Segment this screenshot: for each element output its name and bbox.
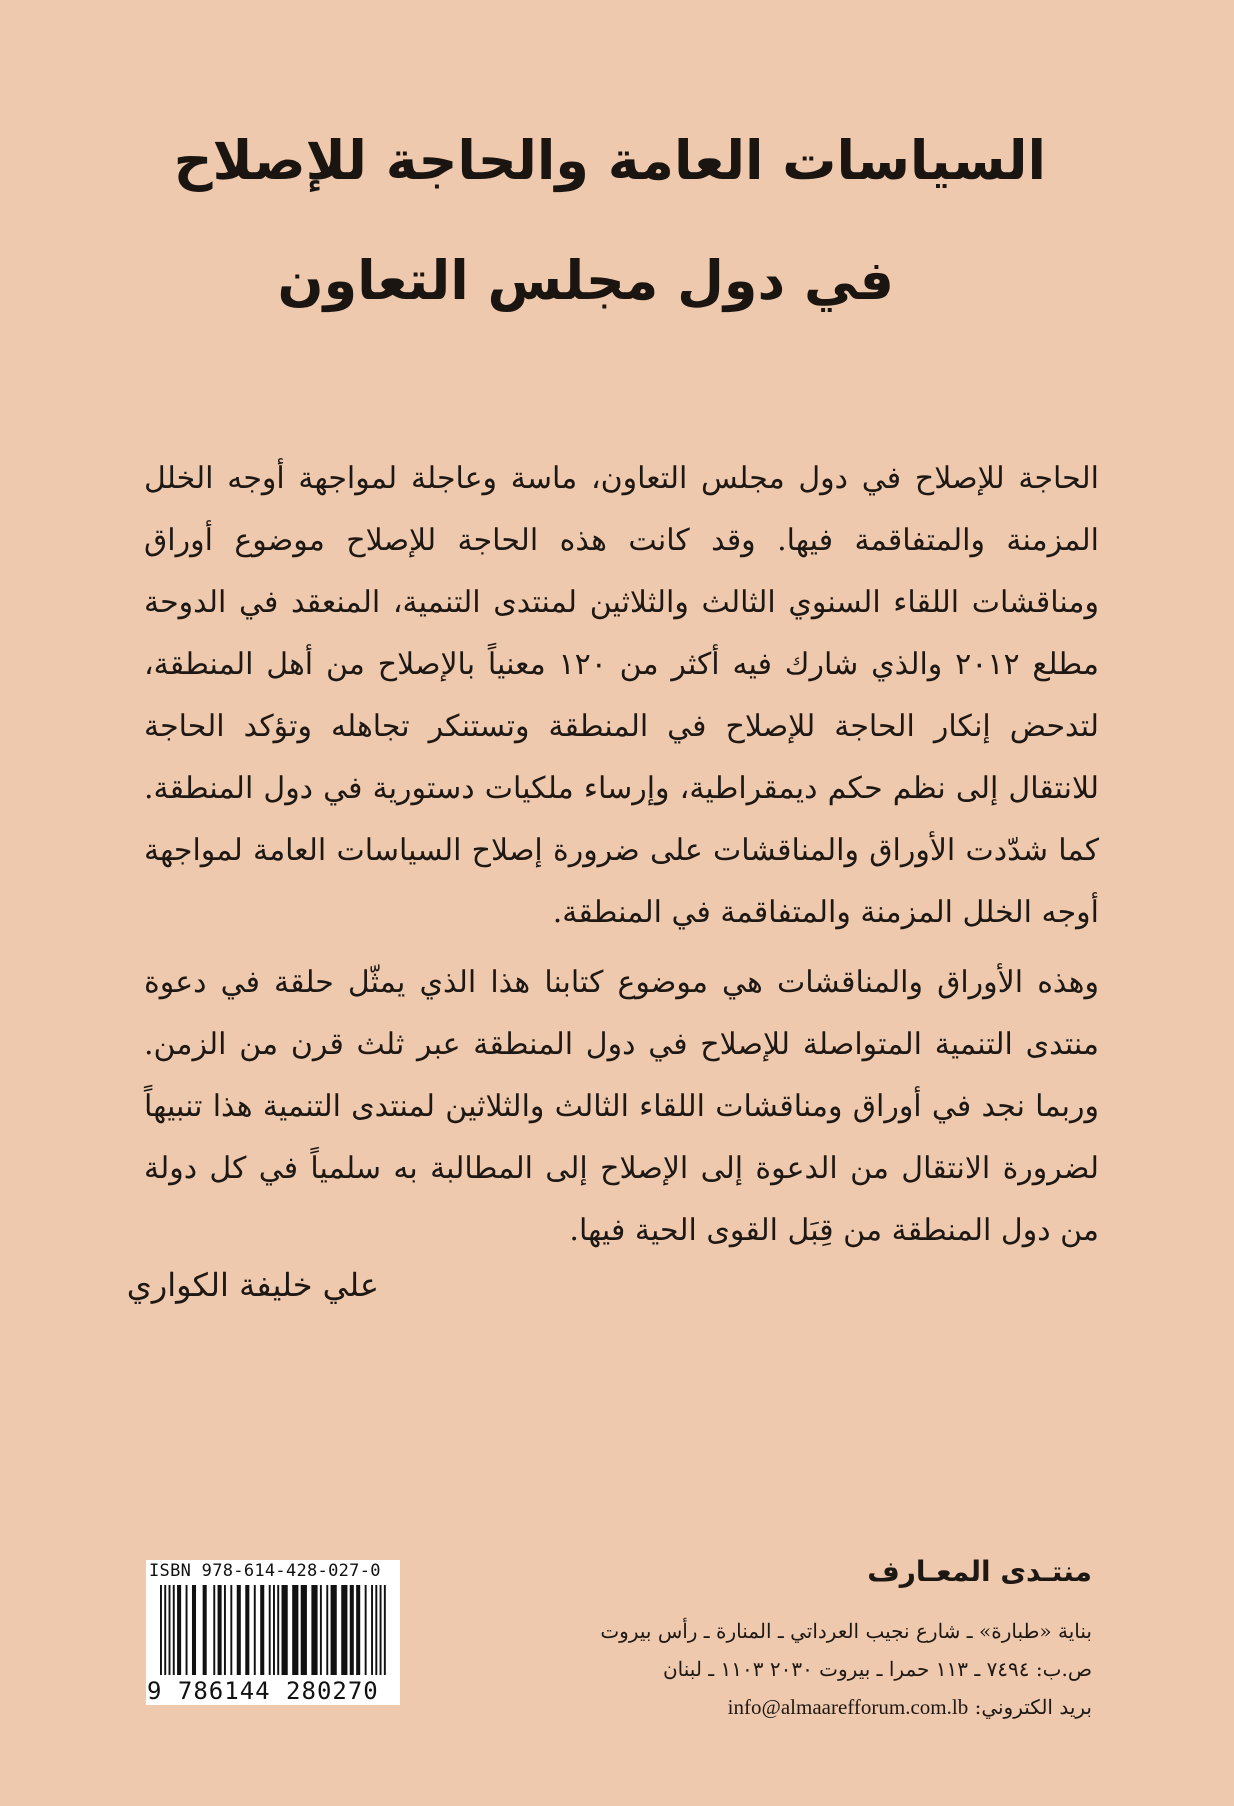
barcode-number: 9 786144 280270 [147,1677,379,1705]
barcode-bar [160,1585,162,1675]
barcode-bar [173,1585,175,1675]
barcode-bar [375,1585,377,1675]
author-name: علي خليفة الكواري [126,1266,379,1304]
title-line-2: في دول مجلس التعاون [277,249,894,313]
barcode-bar [277,1585,279,1675]
barcode-bar [273,1585,275,1675]
barcode-bar [350,1585,354,1675]
publisher-email-line [572,1688,1092,1726]
barcode-bar [371,1585,373,1675]
email-label: بريد الكتروني: [974,1695,1092,1719]
barcode-bar [384,1585,386,1675]
barcode-bar [254,1585,256,1675]
publisher-info [572,1555,1092,1726]
publisher-name: منتـدى المعـارف [867,1555,1092,1588]
barcode-bar [269,1585,271,1675]
barcode-bar [237,1585,241,1675]
barcode-bar [213,1585,215,1675]
barcode-bar [260,1585,264,1675]
barcode-bar [177,1585,181,1675]
barcode-bars [160,1585,386,1675]
blurb-paragraph-2: وهذه الأوراق والمناقشات هي موضوع كتابنا هذا الذي يمثّل حلقة في دعوة منتدى التنمية المتواصلة للإصلاح في دول المنطقة عبر ثلث قرن من الزمن. وربما نجد في أوراق ومناقشات اللقاء الثالث والثلاثين لمنتدى التنمية هذا تنبيهاً لضرورة الانتقال من الدعوة إلى الإصلاح إلى المطالبة به سلمياً في كل دولة من دول المنطقة من قِبَل القوى الحية فيها. [144,965,1099,1248]
isbn-label: ISBN 978-614-428-027-0 [149,1561,381,1581]
barcode-bar [218,1585,222,1675]
barcode-bar [380,1585,382,1675]
blurb-paragraph-1: الحاجة للإصلاح في دول مجلس التعاون، ماسة وعاجلة لمواجهة أوجه الخلل المزمنة والمتفاقمة فيها. وقد كانت هذه الحاجة للإصلاح موضوع أوراق ومناقشات اللقاء السنوي الثالث والثلاثين لمنتدى التنمية، المنعقد في الدوحة مطلع ٢٠١٢ والذي شارك فيه أكثر من ١٢٠ معنياً بالإصلاح من أهل المنطقة، لتدحض إنكار الحاجة للإصلاح في المنطقة وتستنكر تجاهله وتؤكد الحاجة للانتقال إلى نظم حكم ديمقراطية، وإرساء ملكيات دستورية في دول المنطقة. كما شدّدت الأوراق والمناقشات على ضرورة إصلاح السياسات العامة لمواجهة أوجه الخلل المزمنة والمتفاقمة في المنطقة. [144,461,1099,930]
barcode-bar [326,1585,328,1675]
barcode-bar [282,1585,288,1675]
publisher-address: بناية «طبارة» ـ شارع نجيب العرداتي ـ المنارة ـ رأس بيروت [600,1619,1092,1643]
barcode-bar [192,1585,196,1675]
barcode-bar [245,1585,249,1675]
publisher-email: info@almaarefforum.com.lb [727,1695,969,1719]
barcode-bar [356,1585,360,1675]
barcode-bar [320,1585,322,1675]
barcode-bar [164,1585,166,1675]
barcode-bar [186,1585,188,1675]
barcode-bar [230,1585,232,1675]
barcode-bar [203,1585,207,1675]
barcode-bar [224,1585,226,1675]
barcode-bar [341,1585,347,1675]
publisher-po-box: ص.ب: ٧٤٩٤ ـ ١١٣ حمرا ـ بيروت ٢٠٣٠ ١١٠٣ ـ لبنان [662,1657,1092,1681]
title-line-1: السياسات العامة والحاجة للإصلاح [173,129,1046,193]
barcode-bar [301,1585,307,1675]
barcode-bar [365,1585,367,1675]
barcode-bar [311,1585,317,1675]
barcode-bar [331,1585,337,1675]
barcode [146,1560,400,1705]
barcode-bar [292,1585,298,1675]
barcode-bar [169,1585,171,1675]
